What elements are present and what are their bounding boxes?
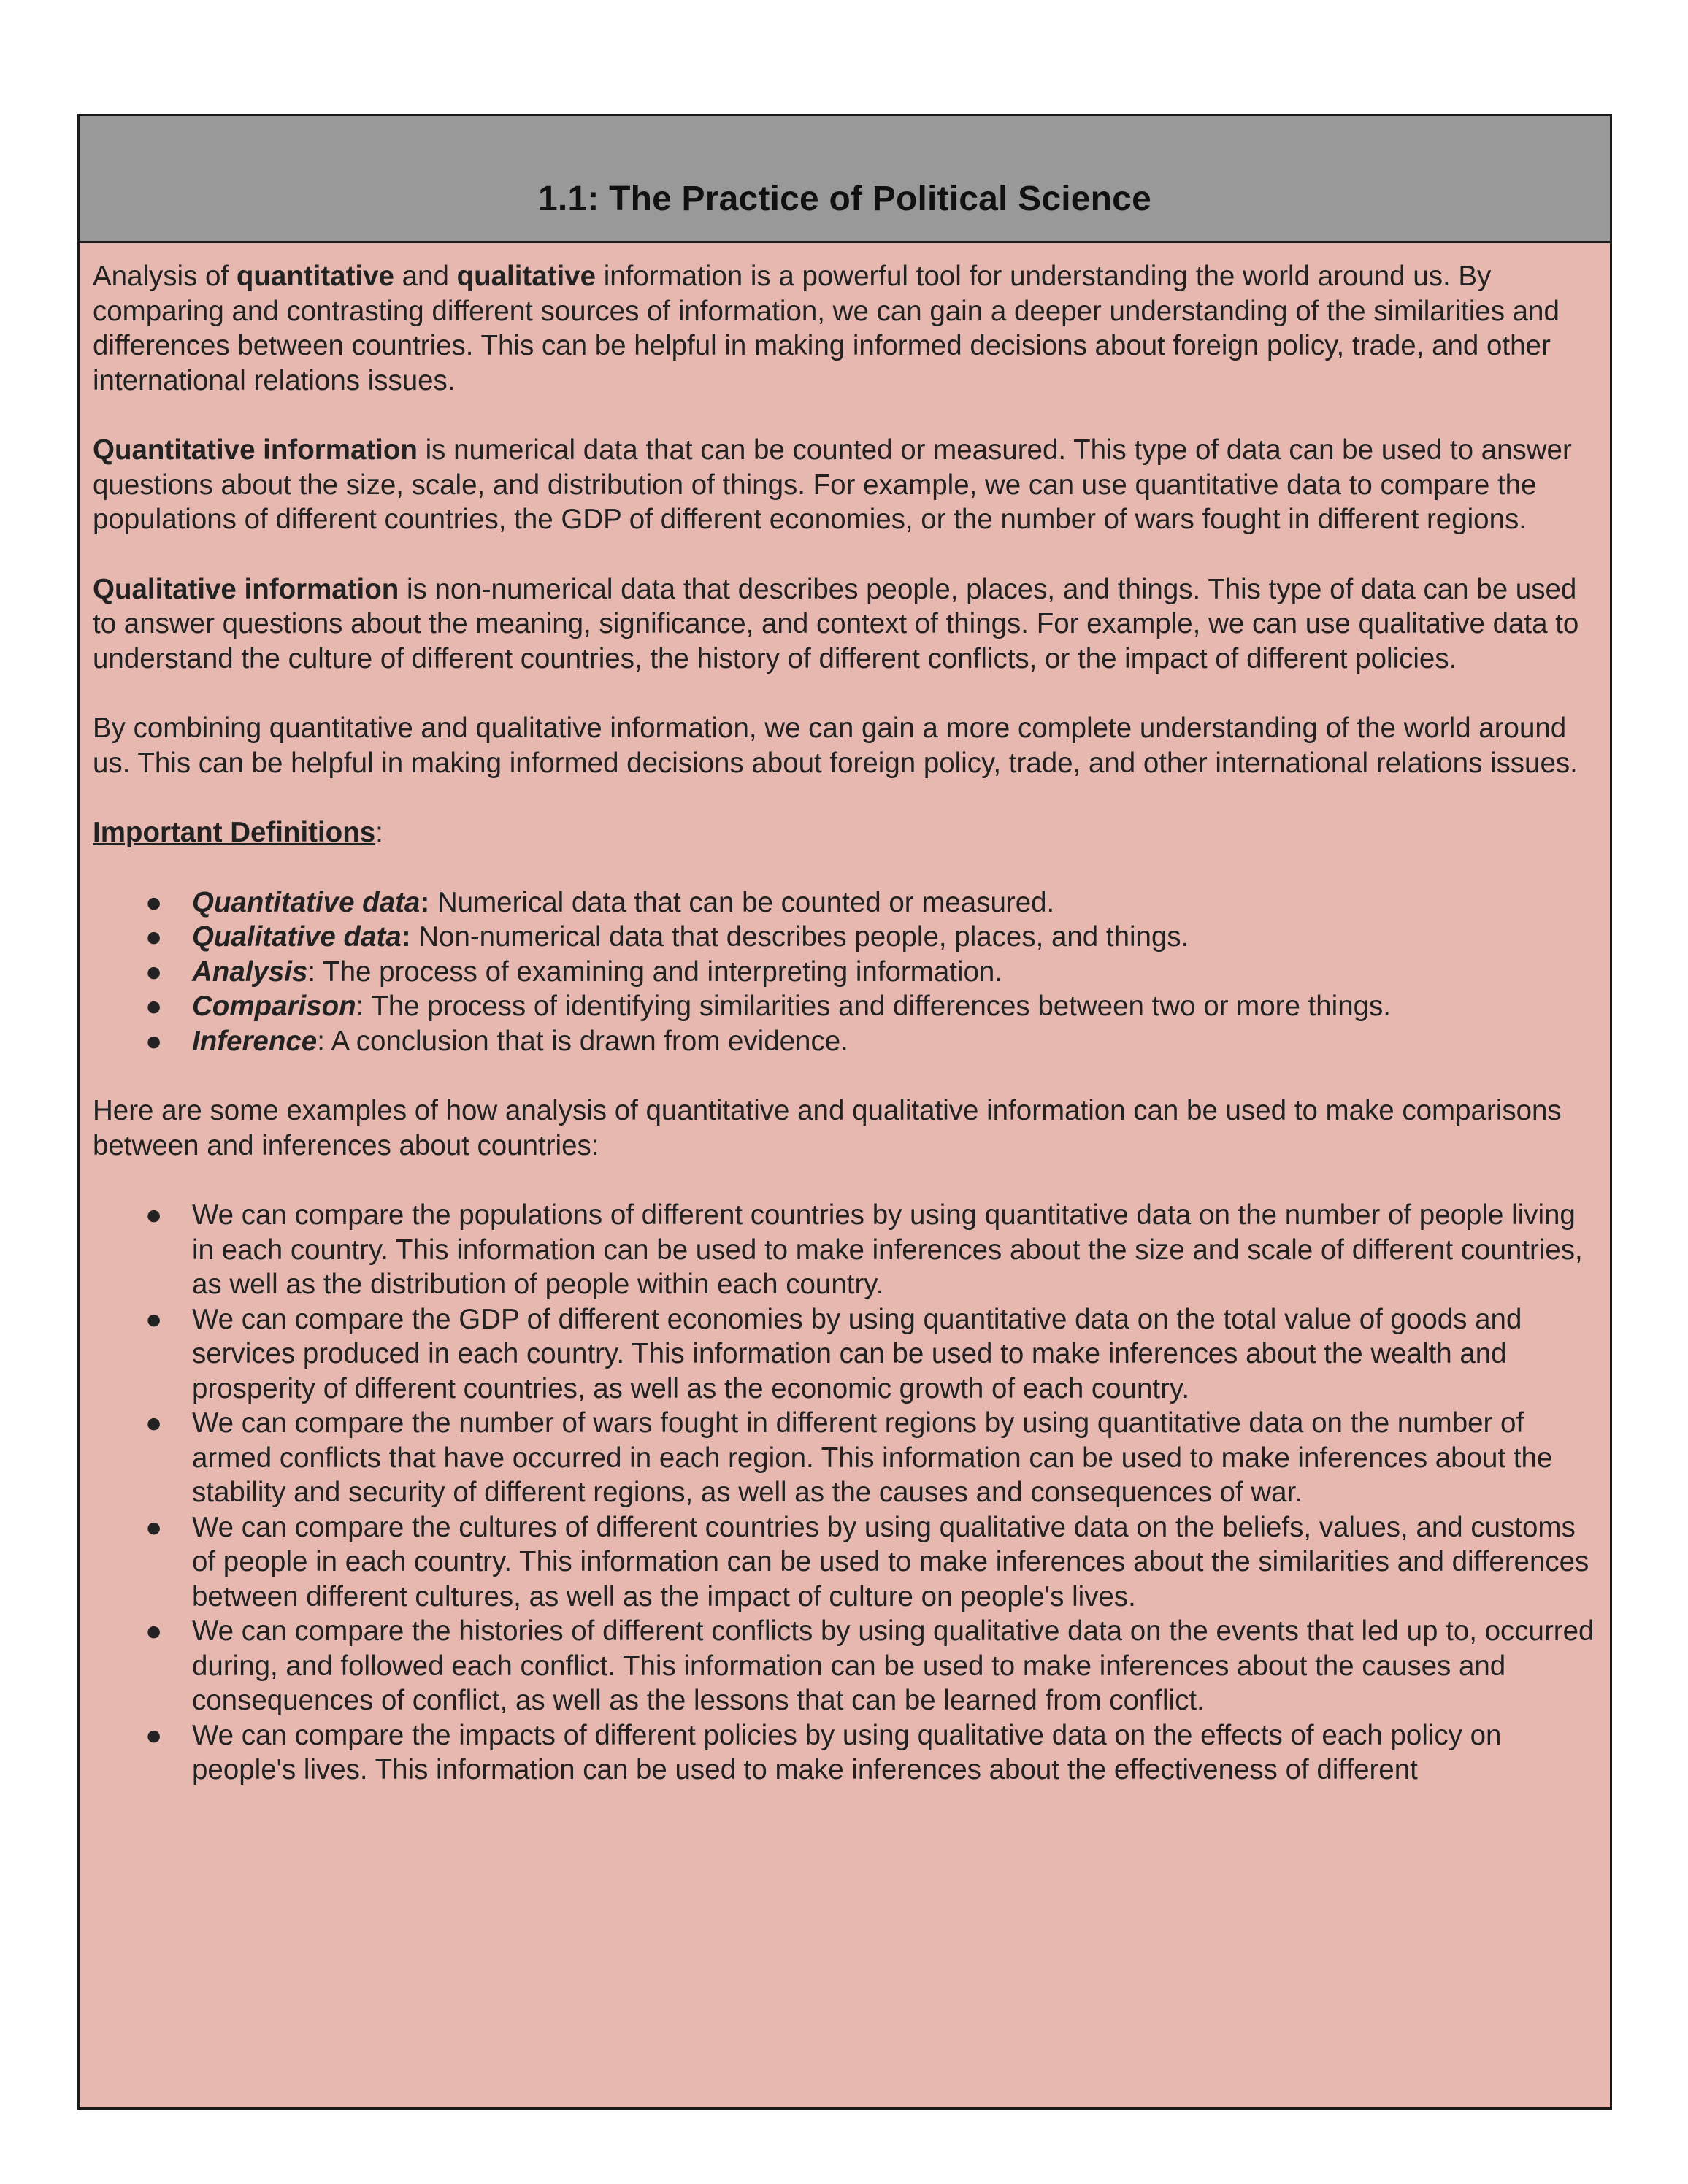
document-content bbox=[80, 243, 1610, 1788]
definition-term: Quantitative data bbox=[192, 886, 421, 918]
definitions-list bbox=[93, 885, 1597, 1059]
example-item bbox=[93, 1198, 1597, 1302]
example-text: We can compare the GDP of different economies by using quantitative data on the total value of goods and services produced in each country. This information can be used to make inferences about the wealth and prosperity of different countries, as well as the economic growth of each country. bbox=[192, 1303, 1522, 1404]
example-item bbox=[93, 1510, 1597, 1615]
bullet-icon: ● bbox=[145, 1407, 163, 1439]
definition-item bbox=[93, 1024, 1597, 1059]
quantitative-text: is numerical data that can be counted or measured. This type of data can be used to answer questions about the size, scale, and distribution of things. For example, we can use quantitative data to compare the populations of different countries, the GDP of different economies, or the number of wars fought in different regions. bbox=[93, 434, 1572, 535]
definition-term: Analysis bbox=[192, 956, 308, 988]
qualitative-text: is non-numerical data that describes people, places, and things. This type of data can be used to answer questions about the meaning, significance, and context of things. For example, we can use qualitative data to understand the culture of different countries, the history of different conflicts, or the impact of different policies. bbox=[93, 573, 1579, 674]
examples-intro: Here are some examples of how analysis of quantitative and qualitative information can be used to make comparisons between and inferences about countries: bbox=[93, 1095, 1562, 1161]
qualitative-paragraph bbox=[93, 572, 1597, 677]
definition-sep: : bbox=[307, 956, 316, 988]
bullet-icon: ● bbox=[145, 991, 163, 1022]
example-item bbox=[93, 1614, 1597, 1718]
definition-text: A conclusion that is drawn from evidence. bbox=[324, 1025, 848, 1057]
example-text: We can compare the cultures of different countries by using qualitative data on the beliefs, values, and customs of people in each country. This information can be used to make inferences about the similarities and differences between different cultures, as well as the impact of culture on people's lives. bbox=[192, 1511, 1589, 1612]
definition-sep: : bbox=[317, 1025, 325, 1057]
definition-sep: : bbox=[420, 886, 430, 918]
intro-text-before: Analysis of bbox=[93, 261, 237, 292]
document-box bbox=[77, 114, 1612, 2110]
definition-text: The process of identifying similarities and differences between two or more things. bbox=[364, 991, 1391, 1022]
definition-item bbox=[93, 885, 1597, 920]
bullet-icon: ● bbox=[145, 1303, 163, 1335]
example-text: We can compare the histories of different conflicts by using qualitative data on the events that led up to, occurred during, and followed each conflict. This information can be used to make inferences about the causes and consequences of conflict, as well as the lessons that can be learned from conflict. bbox=[192, 1615, 1595, 1716]
examples-list bbox=[93, 1198, 1597, 1788]
definition-term: Inference bbox=[192, 1025, 318, 1057]
page-title: 1.1: The Practice of Political Science bbox=[538, 180, 1151, 218]
definition-term: Comparison bbox=[192, 991, 356, 1022]
combining-paragraph: By combining quantitative and qualitative information, we can gain a more complete understanding of the world around us. This can be helpful in making informed decisions about foreign policy, trade, and other international relations issues. bbox=[93, 712, 1578, 779]
quantitative-paragraph bbox=[93, 433, 1597, 537]
example-item bbox=[93, 1406, 1597, 1510]
bullet-icon: ● bbox=[145, 886, 163, 918]
intro-text-after: information is a powerful tool for understanding the world around us. By comparing and contrasting different sources of information, we can gain a deeper understanding of the similarities and differences between countries. This can be helpful in making informed decisions about foreign policy, trade, and other international relations issues. bbox=[93, 261, 1560, 396]
definitions-heading-suffix: : bbox=[375, 817, 383, 848]
intro-text-mid: and bbox=[394, 261, 457, 292]
bullet-icon: ● bbox=[145, 1025, 163, 1057]
quantitative-term: Quantitative information bbox=[93, 434, 418, 466]
bullet-icon: ● bbox=[145, 921, 163, 953]
bullet-icon: ● bbox=[145, 1199, 163, 1231]
example-text: We can compare the populations of different countries by using quantitative data on the number of people living in each country. This information can be used to make inferences about the size and scale of different countries, as well as the distribution of people within each country. bbox=[192, 1199, 1583, 1300]
definitions-heading-line bbox=[93, 815, 1597, 850]
definition-text: Non-numerical data that describes people, places, and things. bbox=[410, 921, 1189, 953]
definition-item bbox=[93, 989, 1597, 1024]
definition-item bbox=[93, 955, 1597, 990]
definition-sep: : bbox=[401, 921, 411, 953]
definition-text: Numerical data that can be counted or measured. bbox=[429, 886, 1055, 918]
title-header bbox=[80, 116, 1610, 243]
bullet-icon: ● bbox=[145, 956, 163, 988]
bullet-icon: ● bbox=[145, 1511, 163, 1543]
example-text: We can compare the number of wars fought in different regions by using quantitative data on the number of armed conflicts that have occurred in each region. This information can be used to make inferences about the stability and security of different regions, as well as the causes and consequences of war. bbox=[192, 1407, 1553, 1508]
definition-sep: : bbox=[356, 991, 364, 1022]
intro-paragraph bbox=[93, 259, 1597, 398]
definition-text: The process of examining and interpreting information. bbox=[315, 956, 1002, 988]
bullet-icon: ● bbox=[145, 1615, 163, 1647]
definitions-heading: Important Definitions bbox=[93, 817, 376, 848]
qualitative-term: Qualitative information bbox=[93, 573, 399, 605]
example-item bbox=[93, 1718, 1597, 1788]
definition-term: Qualitative data bbox=[192, 921, 402, 953]
intro-bold-quantitative: quantitative bbox=[236, 261, 394, 292]
definition-item bbox=[93, 920, 1597, 955]
example-item bbox=[93, 1302, 1597, 1407]
bullet-icon: ● bbox=[145, 1719, 163, 1751]
intro-bold-qualitative: qualitative bbox=[456, 261, 596, 292]
example-text: We can compare the impacts of different policies by using qualitative data on the effects of each policy on people's lives. This information can be used to make inferences about the effectiveness of different bbox=[192, 1719, 1502, 1785]
